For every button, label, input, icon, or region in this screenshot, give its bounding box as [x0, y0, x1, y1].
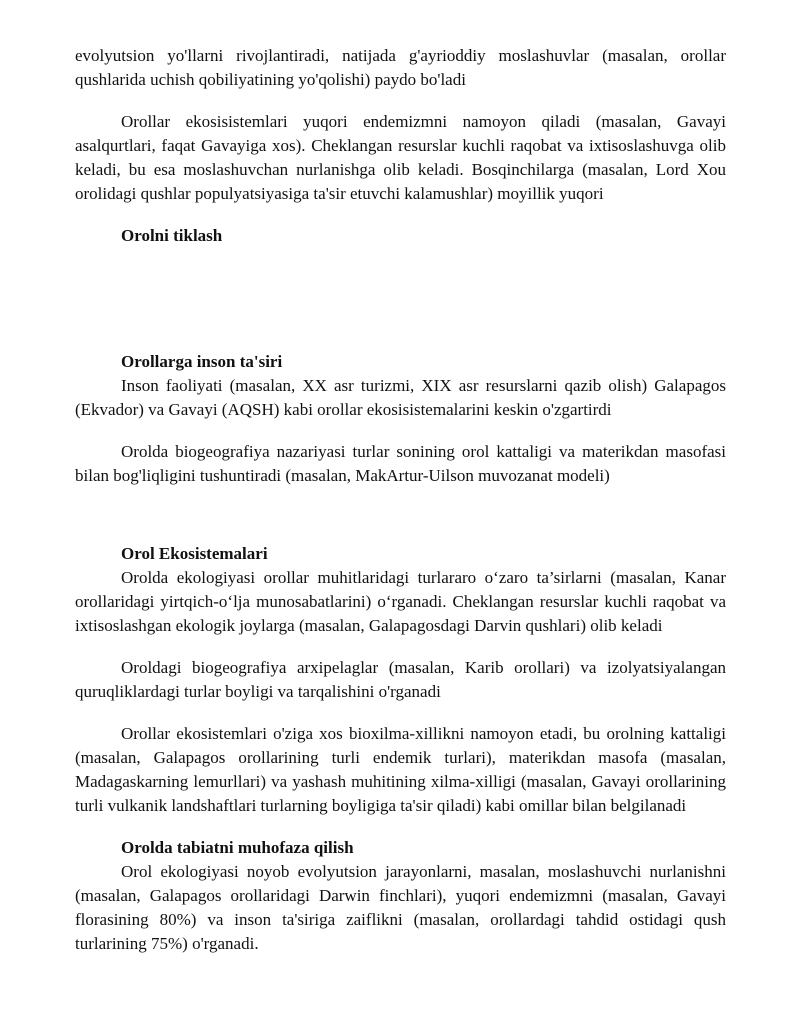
paragraph-island-biogeography: Oroldagi biogeografiya arxipelaglar (masalan, Karib orollari) va izolyatsiyalangan quruqliklardagi turlar boyligi va tarqalishini o'rganadi [75, 658, 726, 701]
paragraph-island-ecology: Orolda ekologiyasi orollar muhitlaridagi turlararo o‘zaro ta’sirlarni (masalan, Kanar orollaridagi yirtqich-o‘lja munosabatlarini) o‘rganadi. Cheklangan resurslar kuchli raqobat va ixtisoslashgan ekologik joylarga (masalan, Galapagosdagi Darvin qushlari) olib keladi [75, 568, 726, 635]
heading-island-conservation: Orolda tabiatni muhofaza qilish [121, 838, 354, 857]
paragraph-evolution: evolyutsion yo'llarni rivojlantiradi, natijada g'ayrioddiy moslashuvlar (masalan, orollar qushlarida uchish qobiliyatining yo'qolishi) paydo bo'ladi [75, 46, 726, 89]
paragraph-biodiversity-factors: Orollar ekosistemlari o'ziga xos bioxilma-xillikni namoyon etadi, bu orolning kattaligi (masalan, Galapagos orollarining turli endemik turlari), materikdan masofa (masalan, Madagaskarning lemurllari) va yashash muhitining xilma-xilligi (masalan, Gavayi orollarining turli vulkanik landshaftlari turlarning boyligiga ta'sir qiladi) kabi omillar bilan belgilanadi [75, 724, 726, 815]
heading-island-restoration: Orolni tiklash [121, 226, 223, 245]
document-page [75, 0, 726, 956]
paragraph-island-biogeography-theory: Orolda biogeografiya nazariyasi turlar sonining orol kattaligi va materikdan masofasi bilan bog'liqligini tushuntiradi (masalan, MakArtur-Uilson muvozanat modeli) [75, 442, 726, 485]
paragraph-island-conservation: Orol ekologiyasi noyob evolyutsion jarayonlarni, masalan, moslashuvchi nurlanishni (masalan, Galapagos orollaridagi Darwin finchlari), yuqori endemizmni (masalan, Gavayi florasining 80%) va inson ta'siriga zaiflikni (masalan, orollardagi tahdid ostidagi qush turlarining 75%) o'rganadi. [75, 862, 726, 953]
paragraph-island-endemism: Orollar ekosisistemlari yuqori endemizmni namoyon qiladi (masalan, Gavayi asalqurtlari, faqat Gavayiga xos). Cheklangan resurslar kuchli raqobat va ixtisoslashuvga olib keladi, bu esa moslashuvchan nurlanishga olib keladi. Bosqinchilarga (masalan, Lord Xou orolidagi qushlar populyatsiyasiga ta'sir etuvchi kalamushlar) moyillik yuqori [75, 112, 726, 203]
heading-island-ecosystems: Orol Ekosistemalari [121, 544, 268, 563]
heading-human-impact: Orollarga inson ta'siri [121, 352, 283, 371]
paragraph-human-impact: Inson faoliyati (masalan, XX asr turizmi, XIX asr resurslarni qazib olish) Galapagos (Ekvador) va Gavayi (AQSH) kabi orollar ekosisistemalarini keskin o'zgartirdi [75, 376, 726, 419]
